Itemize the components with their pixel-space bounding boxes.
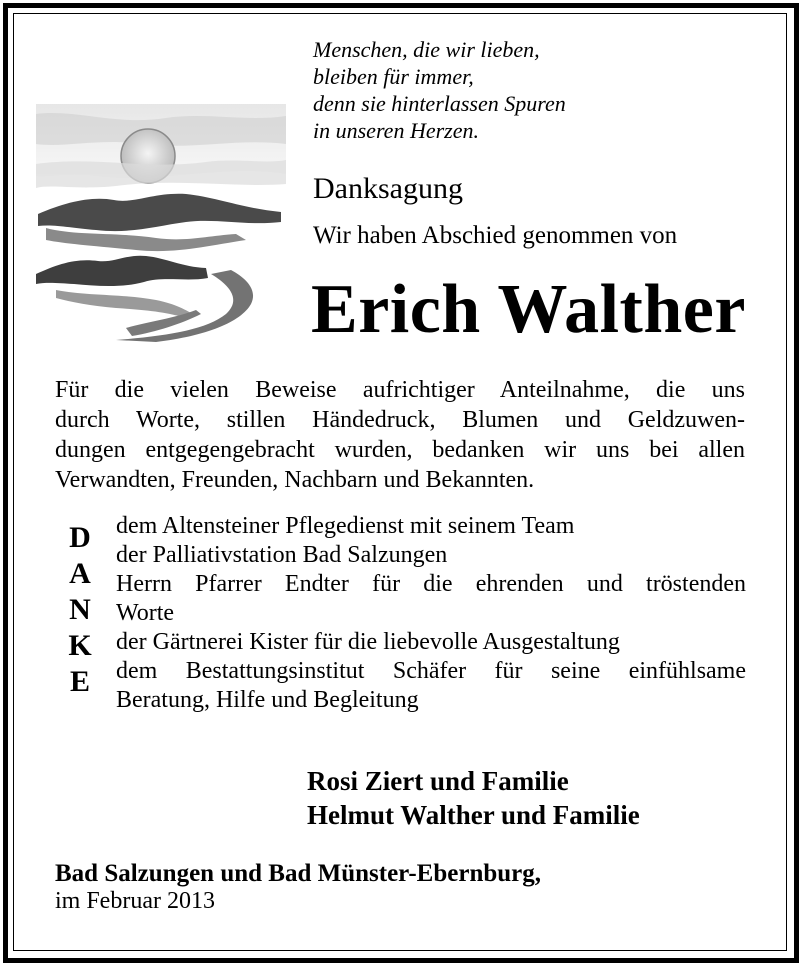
deceased-name: Erich Walther — [311, 271, 746, 348]
poem-line: Menschen, die wir lieben, — [313, 37, 540, 62]
paragraph-line: durch Worte, stillen Händedruck, Blumen und Geldzuwen- — [55, 407, 745, 433]
thanks-list — [116, 512, 746, 715]
poem — [313, 36, 566, 144]
footer-place: Bad Salzungen und Bad Münster-Ebernburg, — [55, 860, 541, 887]
poem-line: bleiben für immer, — [313, 64, 474, 89]
paragraph-line: dungen entgegengebracht wurden, bedanken wir uns bei allen — [55, 437, 745, 463]
signature-line: Helmut Walther und Familie — [307, 800, 640, 830]
thanks-line: der Gärtnerei Kister für die liebevolle Ausgestaltung — [116, 629, 620, 655]
thanks-line: Herrn Pfarrer Endter für die ehrenden und tröstenden — [116, 571, 746, 597]
poem-line: denn sie hinterlassen Spuren — [313, 91, 566, 116]
landscape-illustration — [36, 104, 286, 344]
thanks-line: dem Altensteiner Pflegedienst mit seinem Team — [116, 513, 575, 539]
danke-letter: A — [69, 557, 91, 590]
danke-letter: K — [68, 629, 92, 662]
danke-letter: E — [69, 665, 90, 698]
thanks-line: dem Bestattungsinstitut Schäfer für seine einfühlsame — [116, 658, 746, 684]
footer-date: im Februar 2013 — [55, 888, 215, 914]
thanks-line: Worte — [116, 600, 175, 626]
heading-danksagung: Danksagung — [313, 172, 463, 205]
paragraph-line: Verwandten, Freunden, Nachbarn und Bekannten. — [55, 467, 535, 493]
danke-letter: D — [69, 521, 91, 554]
danke-letter: N — [69, 593, 91, 626]
thanks-paragraph — [55, 375, 745, 495]
signature-line: Rosi Ziert und Familie — [307, 766, 569, 796]
paragraph-line: Für die vielen Beweise aufrichtiger Anteilnahme, die uns — [55, 377, 745, 403]
thanks-line: der Palliativstation Bad Salzungen — [116, 542, 448, 568]
poem-line: in unseren Herzen. — [313, 118, 479, 143]
signatures — [307, 764, 640, 832]
thanks-line: Beratung, Hilfe und Begleitung — [116, 687, 419, 713]
danke-vertical — [62, 520, 98, 700]
intro-text: Wir haben Abschied genommen von — [313, 222, 678, 249]
